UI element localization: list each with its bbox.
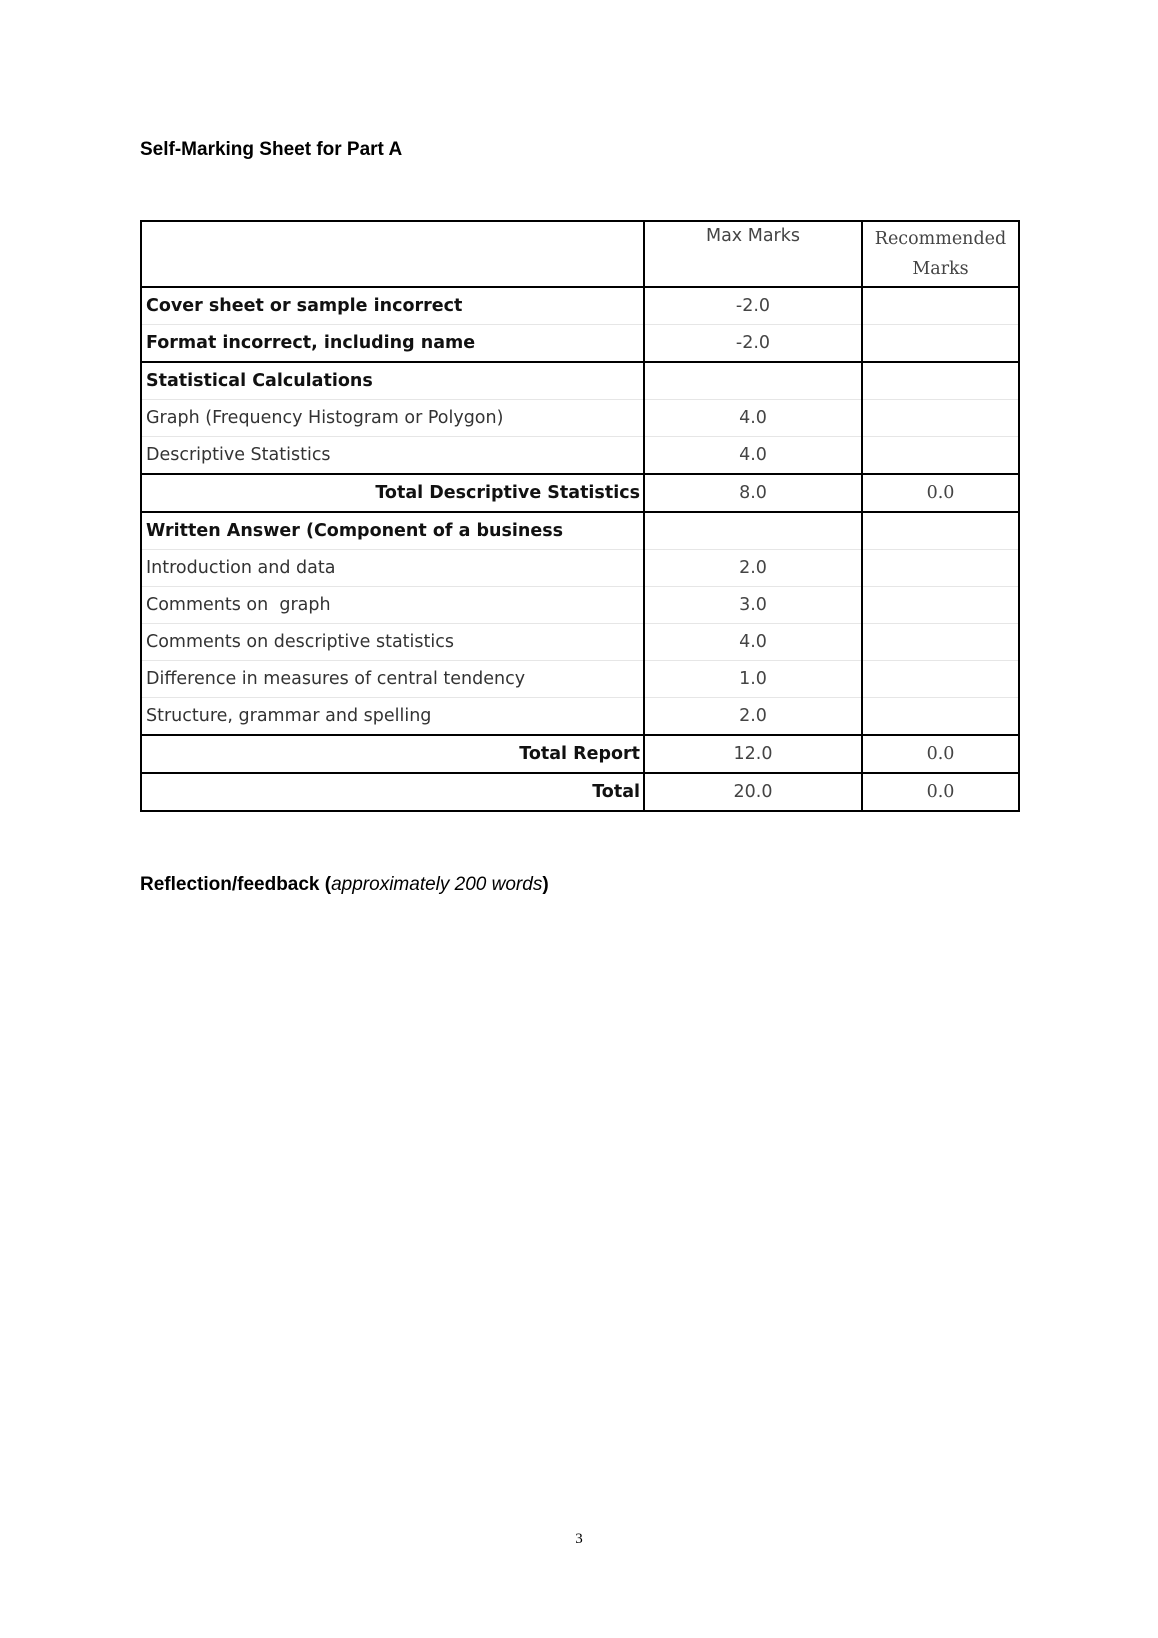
table-row	[141, 587, 1019, 624]
header-description	[141, 221, 644, 287]
section-row	[141, 512, 1019, 550]
table-header-row	[141, 221, 1019, 287]
subtotal-recommended-marks: 0.0	[862, 735, 1019, 773]
row-max-marks: 1.0	[644, 661, 862, 698]
row-recommended-marks-cell[interactable]	[862, 624, 1019, 661]
table-row	[141, 624, 1019, 661]
row-label: Introduction and data	[141, 550, 644, 587]
row-recommended-marks-cell[interactable]	[862, 400, 1019, 437]
page-number: 3	[575, 1531, 583, 1547]
row-recommended-marks-cell[interactable]	[862, 550, 1019, 587]
section-row	[141, 362, 1019, 400]
row-label: Cover sheet or sample incorrect	[141, 287, 644, 325]
row-max-marks: 2.0	[644, 698, 862, 736]
section-label: Statistical Calculations	[141, 362, 644, 400]
row-recommended-marks-cell[interactable]	[862, 287, 1019, 325]
subtotal-recommended-marks: 0.0	[862, 474, 1019, 512]
row-label: Difference in measures of central tendency	[141, 661, 644, 698]
row-max-marks: 8.0	[644, 474, 862, 512]
row-max-marks: 4.0	[644, 437, 862, 475]
row-recommended-marks-cell[interactable]	[862, 325, 1019, 363]
table-row	[141, 400, 1019, 437]
page-title: Self-Marking Sheet for Part A	[140, 139, 403, 160]
row-max-marks: 3.0	[644, 587, 862, 624]
row-label: Format incorrect, including name	[141, 325, 644, 363]
row-label: Descriptive Statistics	[141, 437, 644, 475]
table-row	[141, 550, 1019, 587]
table-row	[141, 661, 1019, 698]
self-marking-table	[140, 220, 1020, 812]
row-max-marks	[644, 362, 862, 400]
total-recommended-marks: 0.0	[862, 773, 1019, 811]
row-recommended-marks-cell[interactable]	[862, 437, 1019, 475]
row-label: Structure, grammar and spelling	[141, 698, 644, 736]
row-max-marks: 12.0	[644, 735, 862, 773]
row-recommended-marks-cell[interactable]	[862, 698, 1019, 736]
reflection-heading-bold: Reflection/feedback (	[140, 874, 332, 895]
header-recommended-marks: Recommended Marks	[862, 221, 1019, 287]
row-max-marks	[644, 512, 862, 550]
reflection-word-count: approximately 200 words	[331, 874, 543, 895]
row-recommended-marks-cell[interactable]	[862, 587, 1019, 624]
subtotal-label: Total Report	[141, 735, 644, 773]
table-row	[141, 287, 1019, 325]
reflection-heading-close: )	[542, 874, 549, 895]
total-label: Total	[141, 773, 644, 811]
row-recommended-marks-cell[interactable]	[862, 362, 1019, 400]
row-max-marks: 4.0	[644, 624, 862, 661]
row-max-marks: 2.0	[644, 550, 862, 587]
total-max-marks: 20.0	[644, 773, 862, 811]
section-label: Written Answer (Component of a business	[141, 512, 644, 550]
table-row	[141, 325, 1019, 363]
row-recommended-marks-cell[interactable]	[862, 661, 1019, 698]
subtotal-label: Total Descriptive Statistics	[141, 474, 644, 512]
subtotal-row	[141, 474, 1019, 512]
row-label: Graph (Frequency Histogram or Polygon)	[141, 400, 644, 437]
row-max-marks: 4.0	[644, 400, 862, 437]
table-row	[141, 698, 1019, 736]
header-max-marks: Max Marks	[644, 221, 862, 287]
table-row	[141, 437, 1019, 475]
subtotal-row	[141, 735, 1019, 773]
row-max-marks: -2.0	[644, 325, 862, 363]
row-recommended-marks-cell[interactable]	[862, 512, 1019, 550]
row-label: Comments on graph	[141, 587, 644, 624]
reflection-heading	[140, 874, 549, 896]
grand-total-row	[141, 773, 1019, 811]
row-max-marks: -2.0	[644, 287, 862, 325]
row-label: Comments on descriptive statistics	[141, 624, 644, 661]
